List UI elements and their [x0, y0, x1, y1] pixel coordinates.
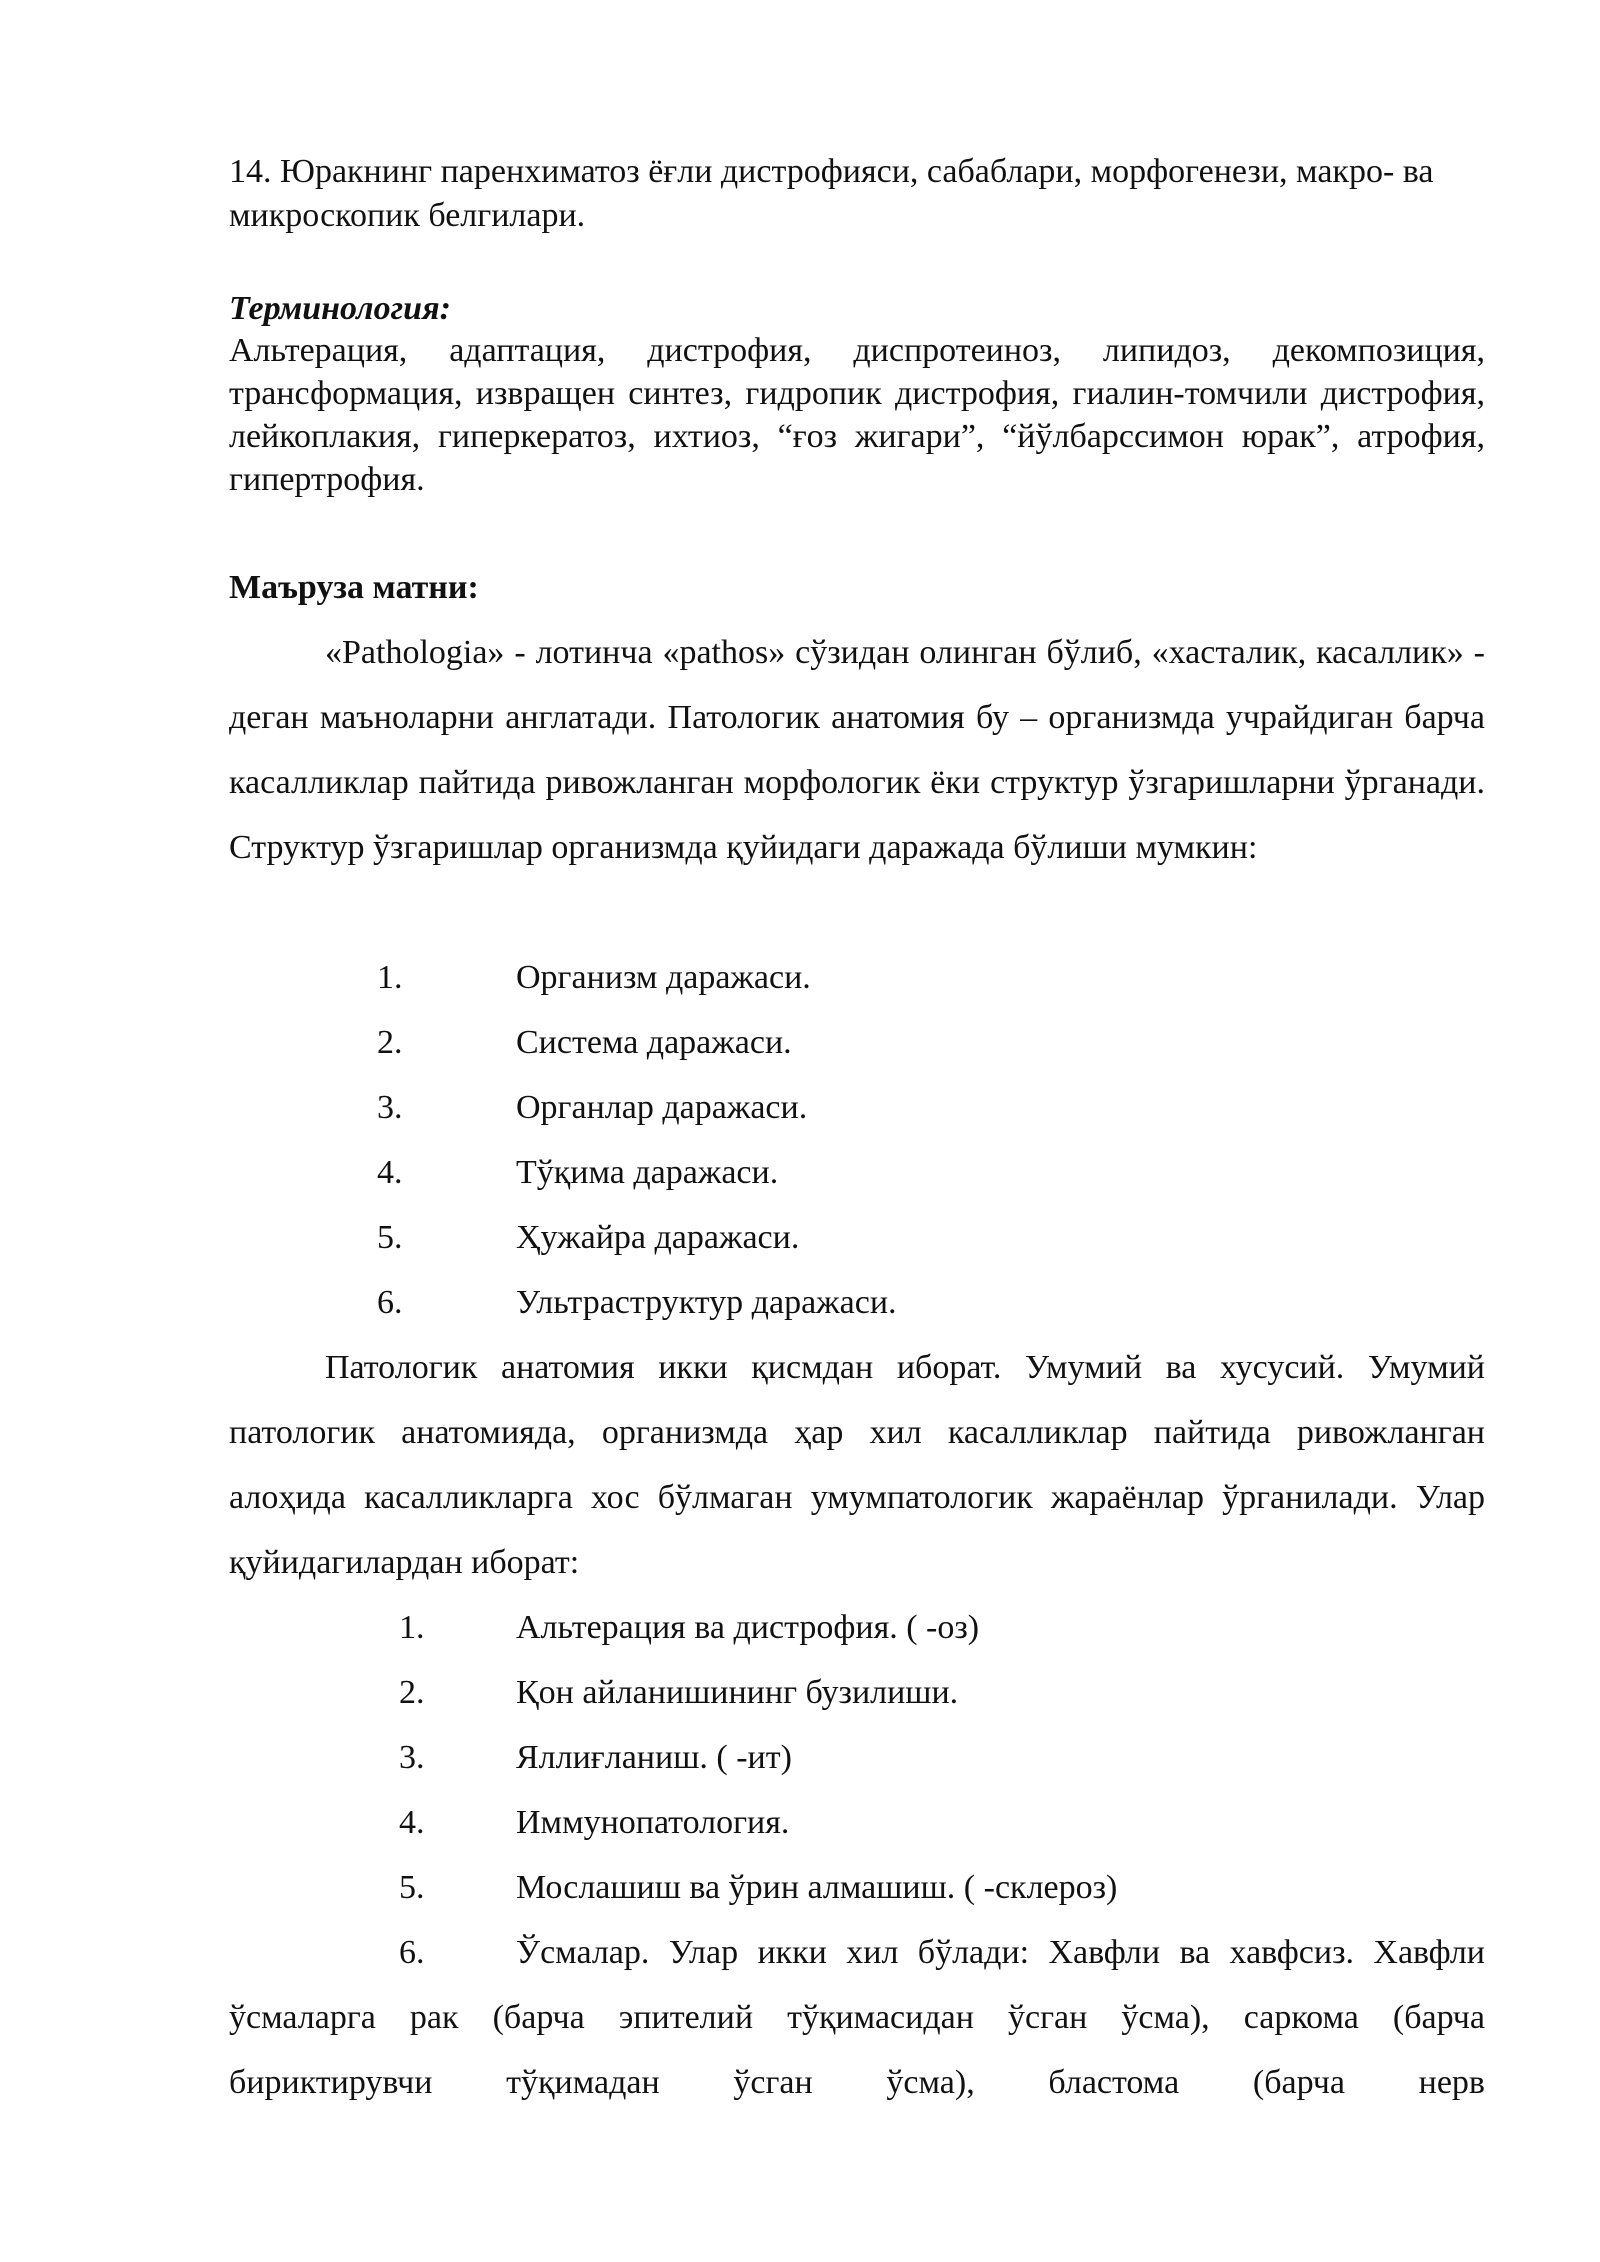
list-item — [229, 1855, 1485, 1920]
list-item-text: Ультраструктур даражаси. — [516, 1284, 897, 1321]
list-item-number: 5. — [377, 1219, 403, 1256]
list-item-tumors — [229, 1920, 1485, 2115]
list-item-number: 1. — [377, 959, 403, 996]
list-item — [229, 1010, 1485, 1075]
page-title: 14. Юракнинг паренхиматоз ёғли дистрофияси, сабаблари, морфогенези, макро- ва микроскопик белгилари. — [229, 153, 1434, 234]
processes-list — [229, 1595, 1485, 1920]
terminology-heading: Терминология: — [229, 290, 451, 327]
list-item-number: 6. — [377, 1284, 403, 1321]
list-item — [229, 945, 1485, 1010]
list-item — [229, 1075, 1485, 1140]
list-item-text: Қон айланишининг бузилиши. — [516, 1674, 959, 1711]
list-item-text: Иммунопатология. — [516, 1804, 790, 1841]
list-item — [229, 1660, 1485, 1725]
list-item — [229, 1140, 1485, 1205]
list-item-text: Альтерация ва дистрофия. ( -оз) — [516, 1609, 980, 1646]
list-item-text: Мослашиш ва ўрин алмашиш. ( -склероз) — [516, 1869, 1118, 1906]
list-item-number: 6. — [399, 1934, 425, 1971]
list-item-number: 3. — [399, 1739, 425, 1776]
levels-list — [229, 945, 1485, 1335]
list-item — [229, 1205, 1485, 1270]
list-item — [229, 1270, 1485, 1335]
list-item-number: 3. — [377, 1089, 403, 1126]
list-item-text: Ҳужайра даражаси. — [516, 1219, 800, 1256]
list-item-number: 2. — [377, 1024, 403, 1061]
list-item-text: Тўқима даражаси. — [516, 1154, 779, 1191]
lecture-paragraph-2: Патологик анатомия икки қисмдан иборат. Умумий ва хусусий. Умумий патологик анатомияда, организмда ҳар хил касалликлар пайтида ривожланган алоҳида касалликларга хос бўлмаган умумпатологик жараёнлар ўрганилади. Улар қуйидагилардан иборат: — [229, 1349, 1485, 1581]
list-item-number: 4. — [377, 1154, 403, 1191]
list-item — [229, 1790, 1485, 1855]
list-item-number: 5. — [399, 1869, 425, 1906]
list-item-text: Органлар даражаси. — [516, 1089, 808, 1126]
lecture-heading: Маъруза матни: — [229, 569, 479, 606]
terminology-text: Альтерация, адаптация, дистрофия, диспротеиноз, липидоз, декомпозиция, трансформация, извращен синтез, гидропик дистрофия, гиалин-томчили дистрофия, лейкоплакия, гиперкератоз, ихтиоз, “ғоз жигари”, “йўлбарссимон юрак”, атрофия, гипертрофия. — [229, 332, 1485, 498]
list-item-text: Яллиғланиш. ( -ит) — [516, 1739, 792, 1776]
lecture-paragraph-1: «Pathologia» - лотинча «pathos» сўзидан олинган бўлиб, «хасталик, касаллик» - деган маъноларни англатади. Патологик анатомия бу – организмда учрайдиган барча касалликлар пайтида ривожланган морфологик ёки структур ўзгаришларни ўрганади. Структур ўзгаришлар организмда қуйидаги даражада бўлиши мумкин: — [229, 634, 1485, 866]
list-item-number: 2. — [399, 1674, 425, 1711]
list-item-number: 4. — [399, 1804, 425, 1841]
list-item-text: Система даражаси. — [516, 1024, 792, 1061]
list-item — [229, 1595, 1485, 1660]
list-item — [229, 1725, 1485, 1790]
list-item-text: Ўсмалар. Улар икки хил бўлади: Хавфли ва хавфсиз. Хавфли ўсмаларга рак (барча эпителий тўқимасидан ўсган ўсма), саркома (барча бириктирувчи тўқимадан ўсган ўсма), бластома (барча нерв — [229, 1934, 1485, 2101]
list-item-text: Организм даражаси. — [516, 959, 811, 996]
list-item-number: 1. — [399, 1609, 425, 1646]
